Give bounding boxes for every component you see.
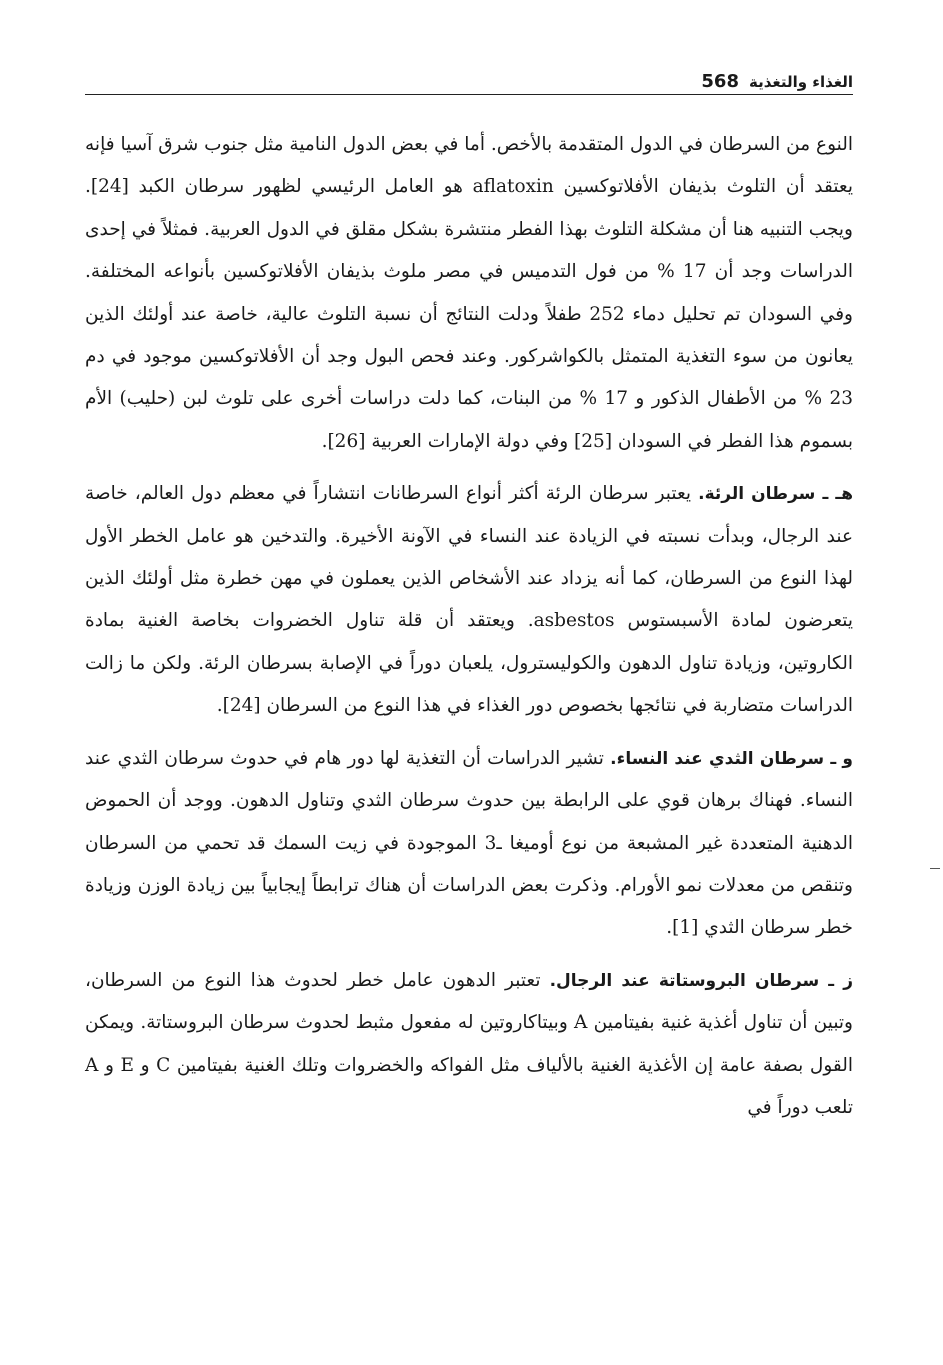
- paragraph-heading: هـ ـ سرطان الرئة.: [698, 484, 853, 505]
- running-title: الغذاء والتغذية: [748, 73, 853, 91]
- header-rule: [85, 94, 853, 95]
- page-header: [85, 58, 853, 94]
- paragraph-text: النوع من السرطان في الدول المتقدمة بالأخص. أما في بعض الدول النامية مثل جنوب شرق آسيا فإنه يعتقد أن التلوث بذيفان الأفلاتوكسين aflatoxin هو العامل الرئيسي لظهور سرطان الكبد [24]. ويجب التنبيه هنا أن مشكلة التلوث بهذا الفطر منتشرة بشكل مقلق في الدول العربية. فمثلاً في إحدى الدراسات وجد أن 17 % من فول التدميس في مصر ملوث بذيفان الأفلاتوكسين بأنواعه المختلفة. وفي السودان تم تحليل دماء 252 طفلاً ودلت النتائج أن نسبة التلوث عالية، خاصة عند أولئك الذين يعانون من سوء التغذية المتمثل بالكواشركور. وعند فحص البول وجد أن الأفلاتوكسين موجود في دم 23 % من الأطفال الذكور و 17 % من البنات، كما دلت دراسات أخرى على تلوث لبن (حليب) الأم بسموم هذا الفطر في السودان [25] وفي دولة الإمارات العربية [26].: [85, 134, 853, 452]
- paragraph-liver-cancer-continued: [85, 124, 853, 463]
- paragraph-prostate-cancer: [85, 960, 853, 1130]
- body-text: [85, 124, 853, 1129]
- paragraph-text: تعتبر الدهون عامل خطر لحدوث هذا النوع من السرطان، وتبين أن تناول أغذية غنية بفيتامين A وبيتاكاروتين له مفعول مثبط لحدوث سرطان البروستاتة. ويمكن القول بصفة عامة إن الأغذية الغنية بالألياف مثل الفواكه والخضروات وتلك الغنية بفيتامين C و E و A تلعب دوراً في: [85, 969, 854, 1118]
- paragraph-heading: ز ـ سرطان البروستاتة عند الرجال.: [549, 970, 853, 991]
- paragraph-text: يعتبر سرطان الرئة أكثر أنواع السرطانات انتشاراً في معظم دول العالم، خاصة عند الرجال، وبدأت نسبته في الزيادة عند النساء في الآونة الأخيرة. والتدخين هو عامل الخطر الأول لهذا النوع من السرطان، كما أنه يزداد عند الأشخاص الذين يعملون في مهن خطرة مثل أولئك الذين يتعرضون لمادة الأسبستوس asbestos. ويعتقد أن قلة تناول الخضروات بخاصة الغنية بمادة الكاروتين، وزيادة تناول الدهون والكوليسترول، يلعبان دوراً في الإصابة بسرطان الرئة. ولكن ما زالت الدراسات متضاربة في نتائجها بخصوص دور الغذاء في هذا النوع من السرطان [24].: [85, 483, 854, 717]
- paragraph-heading: و ـ سرطان الثدي عند النساء.: [610, 748, 853, 769]
- paragraph-lung-cancer: [85, 473, 853, 727]
- page-number: 568: [701, 71, 739, 92]
- margin-mark: [930, 868, 940, 869]
- paragraph-breast-cancer: [85, 738, 853, 950]
- paragraph-text: تشير الدراسات أن التغذية لها دور هام في حدوث سرطان الثدي عند النساء. فهناك برهان قوي على الرابطة بين حدوث سرطان الثدي وتناول الدهون. ووجد أن الحموض الدهنية المتعددة غير المشبعة من نوع أوميغا ـ3 الموجودة في زيت السمك قد تحمي من السرطان وتنقص من معدلات نمو الأورام. وذكرت بعض الدراسات أن هناك ترابطاً إيجابياً بين زيادة الوزن وزيادة خطر سرطان الثدي [1].: [85, 747, 854, 939]
